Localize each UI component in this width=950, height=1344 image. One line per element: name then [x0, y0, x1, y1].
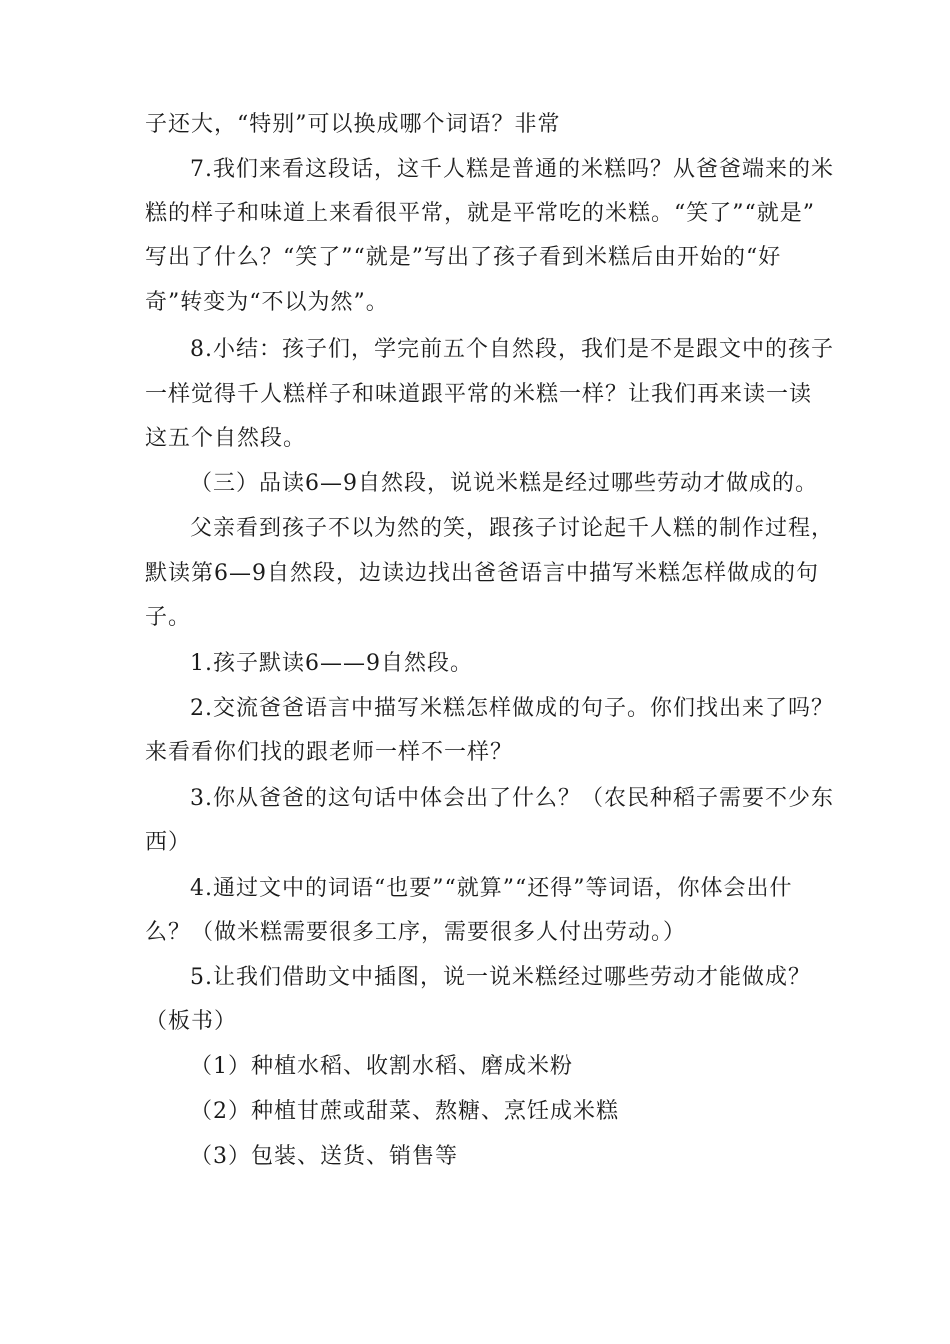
text-line: 西）	[145, 830, 192, 855]
list-item: （2）种植甘蔗或甜菜、熬糖、烹饪成米糕	[190, 1099, 619, 1124]
text-line: 子。	[145, 605, 192, 630]
text-line: 1.孩子默读6——9自然段。	[190, 651, 473, 676]
text-line: 默读第6—9自然段，边读边找出爸爸语言中描写米糕怎样做成的句	[145, 561, 819, 586]
text-line: 5.让我们借助文中插图，说一说米糕经过哪些劳动才能做成？	[190, 965, 811, 990]
text-line: 写出了什么？“笑了”“就是”写出了孩子看到米糕后由开始的“好	[145, 245, 782, 270]
text-line: （板书）	[145, 1009, 238, 1034]
text-line: 8.小结：孩子们，学完前五个自然段，我们是不是跟文中的孩子	[190, 337, 834, 362]
text-line: 2.交流爸爸语言中描写米糕怎样做成的句子。你们找出来了吗？	[190, 696, 834, 721]
section-heading: （三）品读6—9自然段，说说米糕是经过哪些劳动才做成的。	[190, 471, 818, 496]
text-line: 7.我们来看这段话，这千人糕是普通的米糕吗？从爸爸端来的米	[190, 157, 834, 182]
text-line: 3.你从爸爸的这句话中体会出了什么？（农民种稻子需要不少东	[190, 786, 834, 811]
text-line: 奇”转变为“不以为然”。	[145, 290, 389, 315]
text-line: 糕的样子和味道上来看很平常，就是平常吃的米糕。“笑了”“就是”	[145, 201, 815, 226]
text-line: 来看看你们找的跟老师一样不一样？	[145, 740, 514, 765]
text-line: 父亲看到孩子不以为然的笑，跟孩子讨论起千人糕的制作过程，	[190, 516, 835, 541]
text-line: 子还大，“特别”可以换成哪个词语？非常	[145, 112, 561, 137]
text-line: 一样觉得千人糕样子和味道跟平常的米糕一样？让我们再来读一读	[145, 382, 813, 407]
text-line: 4.通过文中的词语“也要”“就算”“还得”等词语，你体会出什	[190, 876, 793, 901]
list-item: （1）种植水稻、收割水稻、磨成米粉	[190, 1054, 573, 1079]
text-line: 这五个自然段。	[145, 426, 307, 451]
list-item: （3）包装、送货、销售等	[190, 1144, 458, 1169]
text-line: 么？（做米糕需要很多工序，需要很多人付出劳动。）	[145, 920, 687, 945]
